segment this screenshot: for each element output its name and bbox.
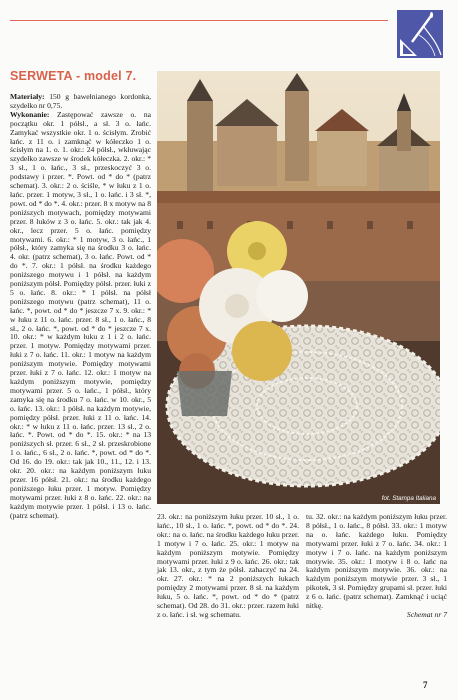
materials-text: 150 g bawełnianego kordonka, szydełko nr 0,75. [10, 92, 151, 110]
execution-label: Wykonanie: [10, 109, 50, 119]
page-number: 7 [423, 680, 428, 690]
materials-label: Materiały: [10, 92, 45, 101]
page-title: SERWETA - model 7. [10, 69, 137, 83]
instructions-column-3 [306, 513, 447, 620]
needle-and-thread-icon [397, 10, 443, 58]
instructions-text-1: Zastępować zawsze o. na początku okr. 1 półsł., a sł. 3 o. łańc. Zamykać wszystkie okr. 1 o. ścisłym. Zrobić łańc. z 11 o. i zamknąć w kółeczko 1 o. ścisłym na 1. o. 1. okr.: 24 półsł., wkłuwając szydełko zawsze w środek kółeczka. 2. okr.: * 3 sł., 1 o. łańc., 3 sł., przeskoczyć 3 o. podstawy i przer. *. Powt. od * do * (patrz schemat). 3. okr.: 2 o. ściśle, * w łuku z 1 o. łańc. przer. 1 motyw, 3 sł., 1 o. łańc. i 3 sł. *, powt. od * do *. 4. okr.: przer. 8 x motyw na 8 poniższych motywach, pomiędzy motywami przer. 8 łuków z 3 o. łańc. 5. okr.: tak jak 4. okr., lecz przer. 5 o. łańc. pomiędzy motywami. 6. okr.: * 1 motyw, 3 o. łańc., 1 półsł., który zamyka się na środku 3 o. łańc. 4. okr. (patrz schemat), 3 o. łańc. Powt. od * do *. 7. okr.: 1 półsł. na środku każdego poniższego motywu i 1 półsł. na każdym poniższym półsł. Pomiędzy półsł. przer. łuki z 5 o. łańc. 8. okr.: * 1 półsł. na półsł poniższego motywu (patrz schemat), 11 o. łańc. *, powt. od * do * jeszcze 7 x. 9. okr.: * w łuku z 11 o. łańc. przer. 8 sł., 1 o. łańc., 8 sł., 2 o. łańc. *, powt. od * do * jeszcze 7 x. 10. okr.: * w każdym łuku z 1 i 2 o. łańc. przer. 1 motyw. Pomiędzy motywami przer. łuki z 7 o. łańc. 11. okr.: 1 motyw na każdym poniższym motywie. Pomiędzy motywami przer. łuki z 7 o. łańc. 12. okr.: 1 motyw na każdym poniższym motywie, pomiędzy motywami przer. 5 o. łańc., 1 półsł., który zamyka się na środku 7 o. łańc. w 10. okr., 5 o. łańc. 13. okr.: 1 półsł. na każdym motywie, pomiędzy półsł. przer. łuki z 11 o. łańc. 14. okr.: * w łuku z 11 o. łańc. przer. 13 sł., 2 o. łańc. *. Powt. od * do *. 15. okr.: * na 13 poniższych sł. przer. 6 sł., 2 sł. przeskrobione 1 o. łańc., 6 sł., 2 o. łańc. *, powt. od * do *. Od 16. do 19. okr.: tak jak 10., 11., 12. i 13. okr. 20. okr.: na każdym poniższym łuku przer. 16 półsł. 21. okr.: na środku każdego poniższego łuku przer. 1 motyw. Pomiędzy motywami przer. łuki z 8 o. łańc. 22. okr.: na każdym motywie przer. 1 półsł. i 13 o. łańc. (patrz schemat). [10, 109, 151, 520]
instructions-text-2: 23. okr.: na poniższym łuku przer. 10 sł., 1 o. łańc., 10 sł., 1 o. łańc. *, powt. od * do *. 24. okr.: na o. łańc. na środku każdego łuku przer. 1 motyw i 7 o. łańc. 25. okr.: 1 motyw na każdym poniższym motywie. Pomiędzy motywami przer. łuki z 9 o. łańc. 26. okr.: tak jak 13. okr., z tym że półsł. zahaczyć na 24. okr. 27. okr.: * na 2 poniższych łukach pomiędzy 2 motywami przer. 8 sł. na każdym łuku, 5 o. łańc. *, powt. od * do * (patrz schemat). Od 28. do 31. okr.: przer. razem łuki z o. łańc. i sł. wg schematu. [157, 512, 299, 619]
photo-credit: fot. Stampa Italiana [381, 495, 436, 502]
instructions-column-2 [157, 513, 299, 620]
top-rule [10, 20, 388, 21]
doily-photo [157, 71, 440, 504]
schemat-reference: Schemat nr 7 [406, 609, 447, 619]
instructions-text-3: tu. 32. okr.: na każdym poniższym łuku przer. 8 półsł., 1 o. łańc., 8 półsł. 33. okr.: 1 motyw na o. łańc. każdego łuku. Pomiędzy motywami przer. łuki z 7 o. łańc. 34. okr.: 1 motyw i 7 o. łańc. na każdym poniższym motywie. 35. okr.: 1 motyw i 8 o. łańc na każdym poniższym motywie. 36. okr.: na każdym poniższym motywie przer. 3 sł., 1 pikotek, 3 sł. Pomiędzy grupami sł. przer. łuki z 6 o. łańc. (patrz schemat). Zamknąć i uciąć nitkę. [306, 512, 447, 611]
instructions-column-1 [10, 93, 151, 521]
